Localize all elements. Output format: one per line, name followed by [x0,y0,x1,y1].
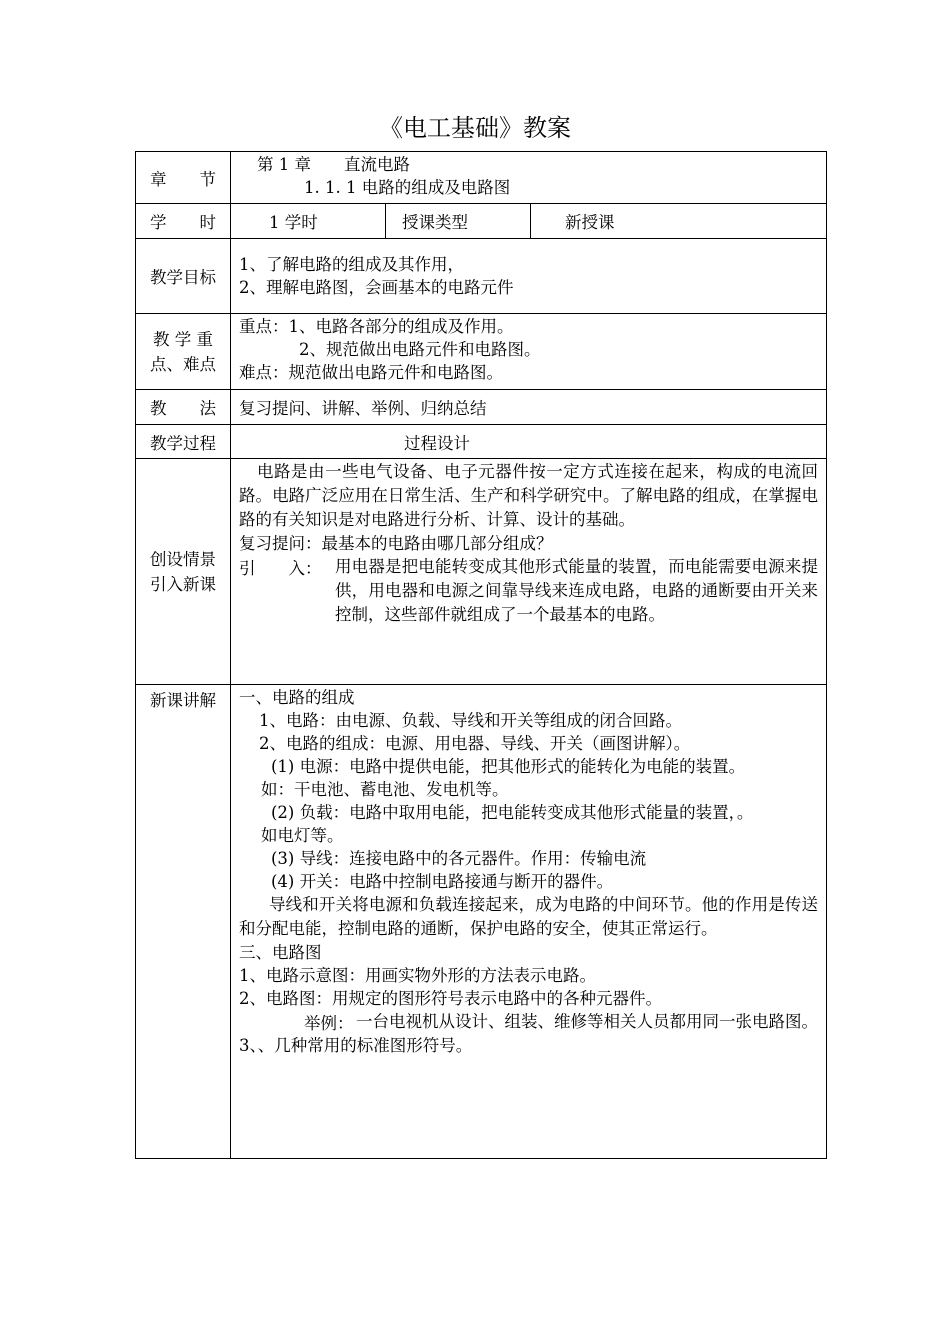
document-title: 《电工基础》教案 [379,114,571,142]
method-value: 复习提问、讲解、举例、归纳总结 [231,390,827,425]
lecture-label: 新课讲解 [136,685,231,1159]
intro-label-line1: 创设情景 [150,549,216,569]
method-label: 教 法 [136,390,231,425]
row-lecture [136,685,827,1159]
lecture-line: 3、、几种常用的标准图形符号。 [239,1036,473,1055]
goals-cell [231,239,827,314]
lecture-line: 如：干电池、蓄电池、发电机等。 [261,780,509,799]
goal-item: 1、了解电路的组成及其作用， [239,255,464,274]
lecture-line: 1、电路：由电源、负载、导线和开关等组成的闭合回路。 [259,711,682,730]
goals-label: 教学目标 [136,239,231,314]
goal-item: 2、理解电路图，会画基本的电路元件 [239,278,514,297]
key-point-line: 2、规范做出电路元件和电路图。 [299,340,541,359]
lecture-line: 2、电路的组成：电源、用电器、导线、开关（画图讲解）。 [259,734,691,753]
row-process [136,425,827,459]
section-heading: 一、电路的组成 [239,688,355,707]
intro-paragraph: 电路是由一些电气设备、电子元器件按一定方式连接在起来，构成的电流回路。电路广泛应用在日常生活、生产和科学研究中。了解电路的组成，在掌握电路的有关知识是对电路进行分析、计算、设计的基础。 [239,462,818,529]
intro-label-line2: 引入新课 [150,574,216,594]
row-goals [136,239,827,314]
chapter-line2: 1. 1. 1 电路的组成及电路图 [304,178,511,197]
key-points-label-line2: 点、难点 [150,354,216,374]
row-hours [136,204,827,239]
review-question: 复习提问：最基本的电路由哪几部分组成？ [239,534,553,553]
difficulty-line: 难点：规范做出电路元件和电路图。 [239,363,503,382]
lecture-line: 如电灯等。 [261,826,344,845]
hours-label: 学 时 [136,204,231,239]
key-points-label-line1: 教 学 重 [153,329,213,349]
section-heading: 三、电路图 [239,943,322,962]
lecture-cell [231,685,827,1159]
lecture-line: 1、电路示意图：用画实物外形的方法表示电路。 [239,966,596,985]
example [239,1010,818,1034]
hours-value: 1 学时 [231,204,386,239]
key-point-line: 重点：1、电路各部分的组成及作用。 [239,317,514,336]
intro-cell [231,459,827,685]
lecture-line: (3) 导线：连接电路中的各元器件。作用：传输电流 [271,849,647,868]
chapter-label: 章 节 [136,152,231,204]
lead-in-label: 引 入： [239,559,322,578]
process-value: 过程设计 [231,425,827,459]
lecture-line: 2、电路图：用规定的图形符号表示电路中的各种元器件。 [239,989,662,1008]
example-text: 一台电视机从设计、组装、维修等相关人员都用同一张电路图。 [356,1012,818,1031]
lecture-paragraph: 导线和开关将电源和负载连接起来，成为电路的中间环节。他的作用是传送和分配电能，控制电路的通断，保护电路的安全，使其正常运行。 [239,895,818,938]
lesson-type-label: 授课类型 [386,204,531,239]
process-label: 教学过程 [136,425,231,459]
intro-label [136,459,231,685]
lesson-type-value: 新授课 [531,204,827,239]
lead-in [239,555,818,627]
chapter-cell [231,152,827,204]
row-chapter [136,152,827,204]
lecture-line: (1) 电源：电路中提供电能，把其他形式的能转化为电能的装置。 [271,757,746,776]
lead-in-text: 用电器是把电能转变成其他形式能量的装置，而电能需要电源来提供，用电器和电源之间靠导线来连成电路，电路的通断要由开关来控制，这些部件就组成了一个最基本的电路。 [335,557,818,624]
row-key-points [136,314,827,390]
lecture-line: (2) 负载：电路中取用电能，把电能转变成其他形式能量的装置，。 [271,803,754,822]
row-intro [136,459,827,685]
row-method [136,390,827,425]
lecture-line: (4) 开关：电路中控制电路接通与断开的器件。 [271,872,614,891]
example-label: 举例： [304,1014,354,1033]
chapter-line1: 第 1 章 直流电路 [257,155,410,174]
lesson-plan-table [135,151,827,1159]
key-points-label [136,314,231,390]
key-points-cell [231,314,827,390]
